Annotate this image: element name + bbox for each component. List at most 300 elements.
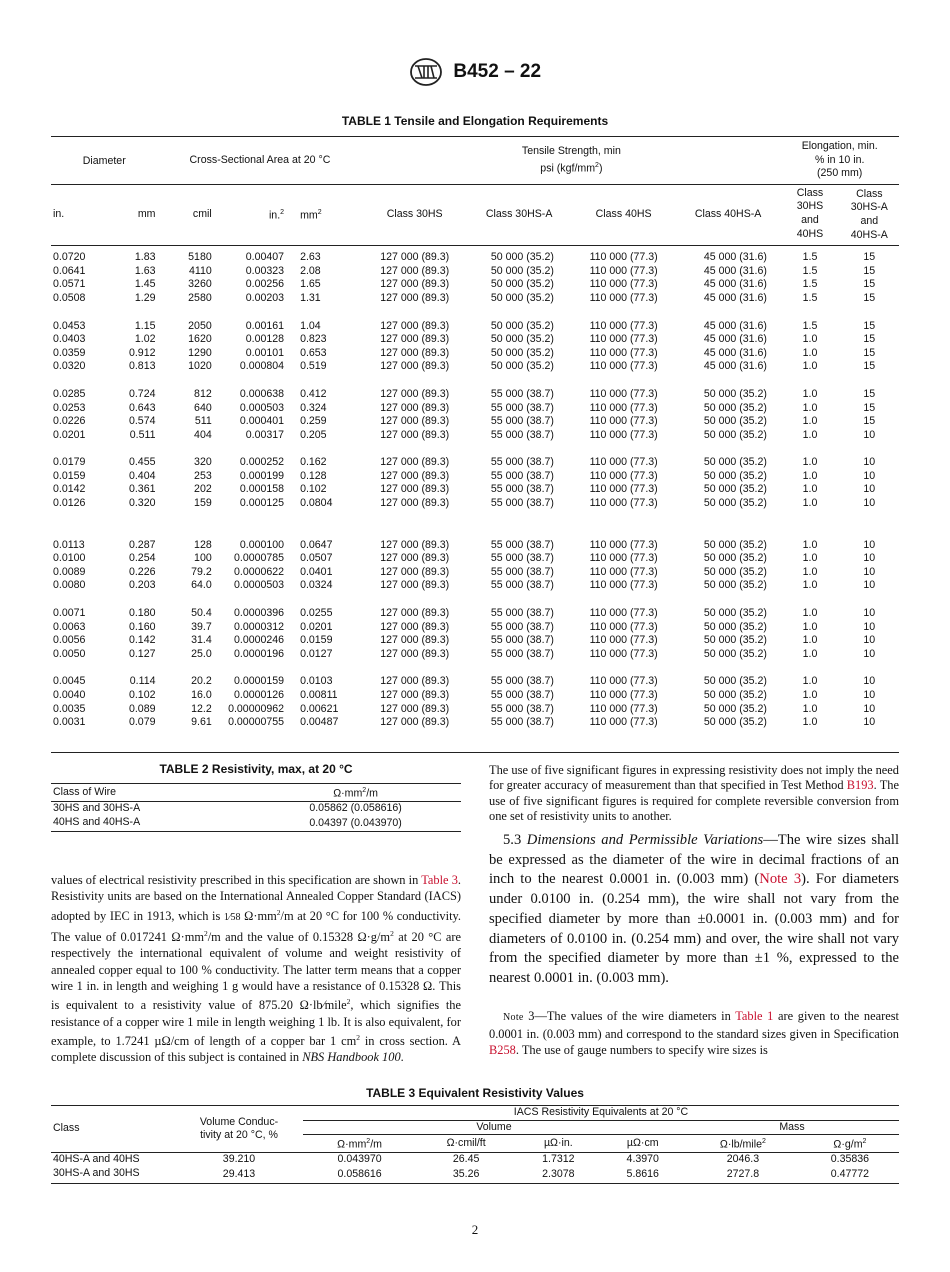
table-cell: 45 000 (31.6)	[703, 346, 767, 359]
table-cell: 1.0	[802, 401, 818, 414]
table-cell: 0.511	[129, 428, 156, 441]
table-cell: 1.0	[802, 538, 818, 551]
b193-link[interactable]: B193	[846, 778, 874, 793]
table-cell: 0.259	[300, 415, 327, 428]
table-cell: 1.02	[134, 333, 156, 346]
table-cell: 0.0040	[53, 689, 86, 701]
note-3-link[interactable]: Note 3	[759, 871, 802, 888]
table-cell: 0.00128	[245, 333, 285, 346]
table-cell: 12.2	[191, 702, 212, 715]
table-cell: 9.61	[191, 716, 212, 729]
page-number: 2	[471, 1222, 479, 1237]
table-row	[51, 360, 899, 374]
table-cell: 1.0	[802, 469, 818, 482]
table-cell: 127 000 (89.3)	[380, 565, 450, 578]
table-cell: 0.079	[128, 716, 156, 729]
table-row	[51, 388, 899, 402]
table-cell: 0.0000503	[233, 579, 285, 592]
table-cell: 110 000 (77.3)	[589, 360, 658, 373]
table-cell: 1.0	[802, 675, 818, 688]
table-cell: 50 000 (35.2)	[703, 689, 767, 701]
table-cell: 0.0103	[300, 675, 333, 688]
table-1	[51, 114, 899, 753]
table-cell: 55 000 (38.7)	[490, 647, 554, 660]
table-cell: 1.83	[134, 251, 156, 264]
table-cell: 0.0089	[53, 565, 86, 578]
group-spacer	[51, 511, 899, 539]
table-row	[51, 456, 899, 470]
table-cell: 1.0	[802, 702, 818, 715]
table-cell: 110 000 (77.3)	[589, 607, 658, 620]
table-cell: 110 000 (77.3)	[589, 456, 658, 469]
table-cell: 1.0	[802, 565, 818, 578]
table-cell: 127 000 (89.3)	[380, 387, 450, 400]
table-cell: 1.0	[802, 620, 818, 633]
table-cell: 511	[194, 415, 212, 428]
table-cell: 127 000 (89.3)	[380, 469, 450, 482]
table-cell: 1.5	[802, 264, 818, 277]
table-cell: 50 000 (35.2)	[703, 620, 767, 633]
table-cell: 0.0285	[53, 387, 86, 400]
t3-iacs-header: IACS Resistivity Equivalents at 20 °C	[303, 1106, 899, 1121]
table-cell: 110 000 (77.3)	[589, 483, 658, 496]
col-class-30hs: Class 30HS	[386, 208, 443, 221]
table-cell: 0.0056	[53, 634, 86, 647]
table-cell: 0.0000246	[233, 634, 285, 647]
table-row: 40HS and 40HS-A 0.04397 (0.043970)	[51, 816, 461, 832]
table-cell: 127 000 (89.3)	[380, 552, 450, 565]
table-cell: 0.0226	[53, 415, 86, 428]
table-cell: 0.813	[128, 360, 156, 373]
table-cell: 110 000 (77.3)	[589, 579, 658, 592]
table-cell: 45 000 (31.6)	[703, 333, 767, 346]
table-cell: 110 000 (77.3)	[589, 291, 658, 304]
table-cell: 110 000 (77.3)	[589, 319, 658, 332]
table-cell: 127 000 (89.3)	[380, 607, 450, 620]
table-cell: 0.0045	[53, 675, 86, 688]
table-cell: 55 000 (38.7)	[490, 607, 554, 620]
table-cell: 0.00203	[245, 291, 285, 304]
table-cell: 0.519	[300, 360, 327, 373]
table-cell: 50 000 (35.2)	[703, 538, 767, 551]
col-elong-30hs-a: Class 30HS-A and 40HS-A	[850, 187, 888, 241]
table-cell: 50 000 (35.2)	[703, 634, 767, 647]
table-cell: 1.0	[802, 428, 818, 441]
table-cell: 127 000 (89.3)	[380, 497, 450, 510]
table-1-link[interactable]: Table 1	[735, 1009, 774, 1023]
table-cell: 1.45	[134, 278, 156, 291]
t2-col-resistivity: $\Omega\cdot mm^2/m$	[333, 787, 378, 800]
table-cell: 110 000 (77.3)	[589, 264, 658, 277]
table-row	[51, 539, 899, 553]
table-cell: 45 000 (31.6)	[703, 360, 767, 373]
group-spacer	[51, 661, 899, 675]
table-cell: 15	[863, 319, 876, 332]
table-cell: 0.0000622	[233, 565, 285, 578]
table-cell: 0.128	[300, 469, 327, 482]
table-row	[51, 703, 899, 717]
table-cell: 127 000 (89.3)	[380, 483, 450, 496]
table-cell: 0.160	[128, 620, 156, 633]
table-cell: 128	[194, 538, 212, 551]
table-cell: 55 000 (38.7)	[490, 675, 554, 688]
table-cell: 10	[863, 675, 876, 688]
table-cell: 0.114	[129, 675, 156, 688]
table-row	[51, 689, 899, 703]
table-cell: 0.0253	[53, 401, 86, 414]
table-cell: 0.0201	[300, 620, 333, 633]
table-cell: 55 000 (38.7)	[490, 456, 554, 469]
table-cell: 0.0320	[53, 360, 86, 373]
table-cell: 25.0	[191, 647, 212, 660]
table-cell: 79.2	[191, 565, 212, 578]
col-class-30hs-a: Class 30HS-A	[485, 208, 553, 221]
table-cell: 110 000 (77.3)	[589, 552, 658, 565]
table-cell: 127 000 (89.3)	[380, 401, 450, 414]
table-cell: 5180	[188, 251, 212, 264]
table-cell: 1.5	[802, 278, 818, 291]
table-cell: 50 000 (35.2)	[490, 333, 554, 346]
table-cell: 0.000100	[239, 538, 285, 551]
table-cell: 0.0401	[300, 565, 333, 578]
table-row	[51, 278, 899, 292]
table-cell: 50 000 (35.2)	[703, 565, 767, 578]
table-cell: 2.08	[300, 264, 321, 277]
table-cell: 0.000503	[239, 401, 285, 414]
table-cell: 0.127	[128, 647, 156, 660]
table-cell: 127 000 (89.3)	[380, 538, 450, 551]
table-cell: 0.102	[300, 483, 327, 496]
astm-logo-icon	[409, 57, 443, 87]
table-cell: 0.455	[128, 456, 156, 469]
table-cell: 202	[194, 483, 212, 496]
table-cell: 3260	[188, 278, 212, 291]
table-cell: 110 000 (77.3)	[589, 497, 658, 510]
table-cell: 110 000 (77.3)	[589, 387, 658, 400]
col-elong-30hs: Class 30HS and 40HS	[796, 186, 824, 240]
table-cell: 50 000 (35.2)	[703, 607, 767, 620]
table-cell: 0.000158	[239, 483, 285, 496]
table-cell: 55 000 (38.7)	[490, 469, 554, 482]
table-row	[51, 483, 899, 497]
table-cell: 127 000 (89.3)	[380, 360, 450, 373]
table-cell: 0.912	[128, 346, 156, 359]
table-cell: 10	[863, 497, 876, 510]
table-cell: 10	[863, 607, 876, 620]
table-cell: 50 000 (35.2)	[703, 647, 767, 660]
col-mm: mm	[137, 208, 156, 221]
col-cmil: cmil	[192, 208, 212, 221]
table-cell: 0.0508	[53, 291, 86, 304]
table-cell: 0.00323	[245, 264, 285, 277]
b258-link[interactable]: B258	[489, 1043, 516, 1057]
group-spacer	[51, 374, 899, 388]
table-row	[51, 292, 899, 306]
table-cell: 55 000 (38.7)	[490, 634, 554, 647]
table-cell: 127 000 (89.3)	[380, 251, 450, 264]
table-cell: 10	[863, 428, 876, 441]
table-cell: 50 000 (35.2)	[490, 360, 554, 373]
table-cell: 0.254	[128, 552, 156, 565]
table-cell: 55 000 (38.7)	[490, 702, 554, 715]
table-row	[51, 579, 899, 593]
table-row: 30HS and 30HS-A 0.05862 (0.058616)	[53, 802, 402, 815]
table-cell: 0.000252	[239, 456, 285, 469]
page-header	[0, 57, 950, 87]
table-row	[51, 675, 899, 689]
table-cell: 1.0	[802, 456, 818, 469]
table-cell: 0.574	[128, 415, 156, 428]
table-cell: 15	[863, 278, 876, 291]
table-cell: 1.0	[802, 607, 818, 620]
table-row	[51, 415, 899, 429]
table-cell: 50 000 (35.2)	[703, 579, 767, 592]
table-cell: 812	[194, 387, 212, 400]
table-cell: 0.0071	[53, 607, 86, 620]
table-cell: 15	[863, 387, 876, 400]
table-cell: 55 000 (38.7)	[490, 552, 554, 565]
table-cell: 55 000 (38.7)	[490, 415, 554, 428]
table-cell: 1.0	[802, 415, 818, 428]
table-cell: 110 000 (77.3)	[589, 647, 658, 660]
note-3: Note 3—The values of the wire diameters in Table 1 are given to the nearest 0.0001 in. (0.003 mm) and correspond to the standard sizes given in Specification B258. The use of gauge numbers to specify wire sizes is	[489, 1009, 900, 1057]
table-cell: 50 000 (35.2)	[490, 264, 554, 277]
table-cell: 10	[863, 702, 876, 715]
table-cell: 127 000 (89.3)	[380, 346, 450, 359]
table-cell: 45 000 (31.6)	[703, 319, 767, 332]
table-cell: 16.0	[191, 689, 212, 701]
col-in2: in.$^2$	[268, 209, 285, 222]
table-cell: 127 000 (89.3)	[380, 264, 450, 277]
table-cell: 640	[194, 401, 212, 414]
table-cell: 0.180	[128, 607, 156, 620]
five-figures-paragraph: The use of five significant figures in expressing resistivity does not imply the need for greater accuracy of measurement than that specified in Test Method B193. The use of five significant figures is required for complete reversible conversion from one set of resistivity units to another.	[489, 763, 899, 823]
table-cell: 10	[863, 483, 876, 496]
table-cell: 127 000 (89.3)	[380, 716, 450, 729]
table-cell: 0.00811	[300, 689, 338, 701]
table-cell: 0.0000396	[233, 607, 285, 620]
table-cell: 10	[863, 634, 876, 647]
table-cell: 110 000 (77.3)	[589, 469, 658, 482]
table-cell: 0.0507	[300, 552, 333, 565]
table-cell: 55 000 (38.7)	[490, 538, 554, 551]
table-cell: 1020	[188, 360, 212, 373]
table-cell: 0.0000785	[233, 552, 285, 565]
table-cell: 55 000 (38.7)	[490, 565, 554, 578]
table-cell: 110 000 (77.3)	[589, 702, 658, 715]
table-cell: 1.04	[300, 319, 321, 332]
table-cell: 110 000 (77.3)	[589, 415, 658, 428]
table-cell: 0.320	[128, 497, 156, 510]
t3-col-volume-conductivity: Volume Conduc- tivity at 20 °C, %	[199, 1115, 279, 1142]
group-spacer	[51, 593, 899, 607]
table-cell: 0.000125	[239, 497, 285, 510]
t2-col-class: Class of Wire	[53, 785, 116, 798]
table-cell: 0.287	[128, 538, 156, 551]
table-cell: 0.00101	[245, 346, 285, 359]
table-cell: 0.724	[128, 387, 156, 400]
table-cell: 0.0720	[53, 251, 86, 264]
table-cell: 110 000 (77.3)	[589, 538, 658, 551]
table-cell: 0.00161	[245, 319, 285, 332]
table-cell: 2050	[188, 319, 212, 332]
table-cell: 0.0080	[53, 579, 86, 592]
table-cell: 50 000 (35.2)	[703, 415, 767, 428]
table-cell: 31.4	[191, 634, 212, 647]
table-cell: 127 000 (89.3)	[380, 428, 450, 441]
table-cell: 0.324	[300, 401, 327, 414]
table-cell: 0.00407	[245, 251, 285, 264]
table-cell: 0.0031	[53, 716, 86, 729]
table-cell: 127 000 (89.3)	[380, 675, 450, 688]
table-cell: 50 000 (35.2)	[703, 428, 767, 441]
table-cell: 110 000 (77.3)	[589, 428, 658, 441]
table-cell: 10	[863, 469, 876, 482]
elongation-header: Elongation, min. % in 10 in. (250 mm)	[801, 140, 878, 180]
table-cell: 0.653	[300, 346, 327, 359]
table-cell: 55 000 (38.7)	[490, 620, 554, 633]
table-cell: 50 000 (35.2)	[703, 497, 767, 510]
table-cell: 55 000 (38.7)	[490, 401, 554, 414]
col-class-40hs-a: Class 40HS-A	[694, 208, 762, 221]
table-cell: 110 000 (77.3)	[589, 675, 658, 688]
table-cell: 15	[863, 333, 876, 346]
table-cell: 2.63	[300, 251, 321, 264]
table-cell: 10	[863, 689, 876, 701]
table-cell: 15	[863, 401, 876, 414]
table-cell: 0.0000312	[233, 620, 285, 633]
table-cell: 0.0100	[53, 552, 86, 565]
document-id: B452 – 22	[453, 61, 542, 82]
group-spacer	[51, 306, 899, 320]
table-1-caption: TABLE 1 Tensile and Elongation Requirements	[341, 114, 609, 128]
table-cell: 50 000 (35.2)	[490, 291, 554, 304]
diameter-header: Diameter	[82, 155, 126, 168]
table-cell: 0.0142	[53, 483, 86, 496]
table-cell: 10	[863, 456, 876, 469]
table-row	[51, 470, 899, 484]
table-cell: 0.0201	[53, 428, 86, 441]
table-cell: 0.0063	[53, 620, 86, 633]
table-cell: 1.0	[802, 689, 818, 701]
table-cell: 50 000 (35.2)	[703, 675, 767, 688]
table-cell: 50 000 (35.2)	[703, 387, 767, 400]
table-cell: 45 000 (31.6)	[703, 291, 767, 304]
table-row	[51, 621, 899, 635]
table-cell: 0.0804	[300, 497, 333, 510]
table-row: 40HS-A and 40HS 39.210 0.043970 26.45 1.7312 4.3970 2046.3 0.35836	[51, 1153, 899, 1167]
table-cell: 0.0000159	[233, 675, 285, 688]
table-cell: 50 000 (35.2)	[703, 456, 767, 469]
group-spacer	[51, 442, 899, 456]
table-cell: 110 000 (77.3)	[589, 716, 658, 729]
table-cell: 127 000 (89.3)	[380, 333, 450, 346]
table-cell: 10	[863, 620, 876, 633]
table-cell: 0.226	[128, 565, 156, 578]
table-cell: 0.00487	[300, 716, 339, 729]
table-cell: 0.0050	[53, 647, 86, 660]
table-cell: 55 000 (38.7)	[490, 689, 554, 701]
table-row	[51, 320, 899, 334]
table-3-link[interactable]: Table 3	[421, 873, 458, 887]
tensile-header: Tensile Strength, min psi $(kgf/mm^2)$	[521, 145, 621, 175]
table-row	[51, 402, 899, 416]
table-row	[51, 497, 899, 511]
table-cell: 0.000401	[239, 415, 285, 428]
table-cell: 10	[863, 565, 876, 578]
table-cell: 110 000 (77.3)	[589, 565, 658, 578]
table-row	[51, 347, 899, 361]
table-3	[51, 1086, 899, 1184]
table-cell: 55 000 (38.7)	[490, 387, 554, 400]
table-cell: 1.0	[802, 552, 818, 565]
table-cell: 10	[863, 552, 876, 565]
table-cell: 0.00317	[245, 428, 285, 441]
table-cell: 0.412	[300, 387, 327, 400]
table-cell: 15	[863, 346, 876, 359]
table-row	[51, 607, 899, 621]
table-cell: 127 000 (89.3)	[380, 647, 450, 660]
col-mm2: $mm^2$	[300, 209, 322, 222]
table-cell: 1.0	[802, 483, 818, 496]
table-cell: 1.5	[802, 319, 818, 332]
table-cell: 64.0	[191, 579, 212, 592]
table-cell: 55 000 (38.7)	[490, 579, 554, 592]
t3-unit-ohm-g-m2: $\Omega\cdot g/m^2$	[833, 1138, 867, 1151]
table-cell: 50 000 (35.2)	[490, 319, 554, 332]
table-cell: 10	[863, 579, 876, 592]
table-cell: 127 000 (89.3)	[380, 689, 450, 701]
table-cell: 50 000 (35.2)	[703, 401, 767, 414]
table-cell: 0.000199	[239, 469, 285, 482]
table-cell: 45 000 (31.6)	[703, 278, 767, 291]
table-cell: 1.0	[802, 579, 818, 592]
col-in: in.	[53, 208, 65, 221]
table-cell: 15	[863, 291, 876, 304]
table-cell: 1.63	[134, 264, 156, 277]
table-cell: 10	[863, 716, 876, 729]
table-cell: 39.7	[191, 620, 212, 633]
table-cell: 0.205	[300, 428, 327, 441]
table-cell: 1.15	[134, 319, 156, 332]
resistivity-paragraph: values of electrical resistivity prescribed in this specification are shown in Table 3. Resistivity units are based on the International Annealed Copper Standard (IACS) adopted by IEC in 1913, which is 1⁄58 $\Omega\cdot mm^2/m$ at 20 °C for 100 % conductivity. The value of 0.017241 $\Omega\cdot mm^2/m$ and the value of 0.15328 $\Omega\cdot g/m^2$ at 20 °C are respectively the international equivalent of volume and weight resistivity of annealed copper equal to 100 % conductivity. The latter term means that a copper wire 1 in. in length and weighing 1 g would have a resistance of 0.15328 Ω. This is equivalent to a resistivity value of 875.20 Ω·lb⁄mile$^2$, which signifies the resistance of a copper wire 1 mile in length weighing 1 lb. It is also equivalent, for example, to 1.7241 µΩ/cm of length of a copper bar 1 $cm^2$ in cross section. A complete discussion of this subject is contained in NBS Handbook 100.	[51, 873, 461, 1065]
t3-unit-ohm-cmil-ft: Ω·cmil/ft	[446, 1136, 486, 1149]
table-cell: 50 000 (35.2)	[703, 702, 767, 715]
table-cell: 0.823	[300, 333, 327, 346]
table-cell: 404	[194, 428, 212, 441]
table-row	[51, 566, 899, 580]
table-2-caption: TABLE 2 Resistivity, max, at 20 °C	[159, 762, 353, 776]
table-cell: 1.0	[802, 647, 818, 660]
table-cell: 320	[194, 456, 212, 469]
table-cell: 0.0641	[53, 264, 86, 277]
table-cell: 127 000 (89.3)	[380, 634, 450, 647]
table-cell: 1.0	[802, 634, 818, 647]
table-cell: 0.0179	[53, 456, 86, 469]
table-cell: 50 000 (35.2)	[703, 469, 767, 482]
table-cell: 50 000 (35.2)	[703, 552, 767, 565]
table-cell: 100	[194, 552, 212, 565]
t3-unit-ohm-lb-mile2: Ω·lb/mile$^2$	[719, 1138, 766, 1151]
table-row	[51, 634, 899, 648]
table-cell: 1.0	[802, 360, 818, 373]
table-cell: 1.0	[802, 716, 818, 729]
table-end	[51, 730, 899, 753]
table-cell: 15	[863, 415, 876, 428]
table-cell: 110 000 (77.3)	[589, 251, 658, 264]
table-cell: 1.0	[802, 333, 818, 346]
table-cell: 110 000 (77.3)	[589, 634, 658, 647]
